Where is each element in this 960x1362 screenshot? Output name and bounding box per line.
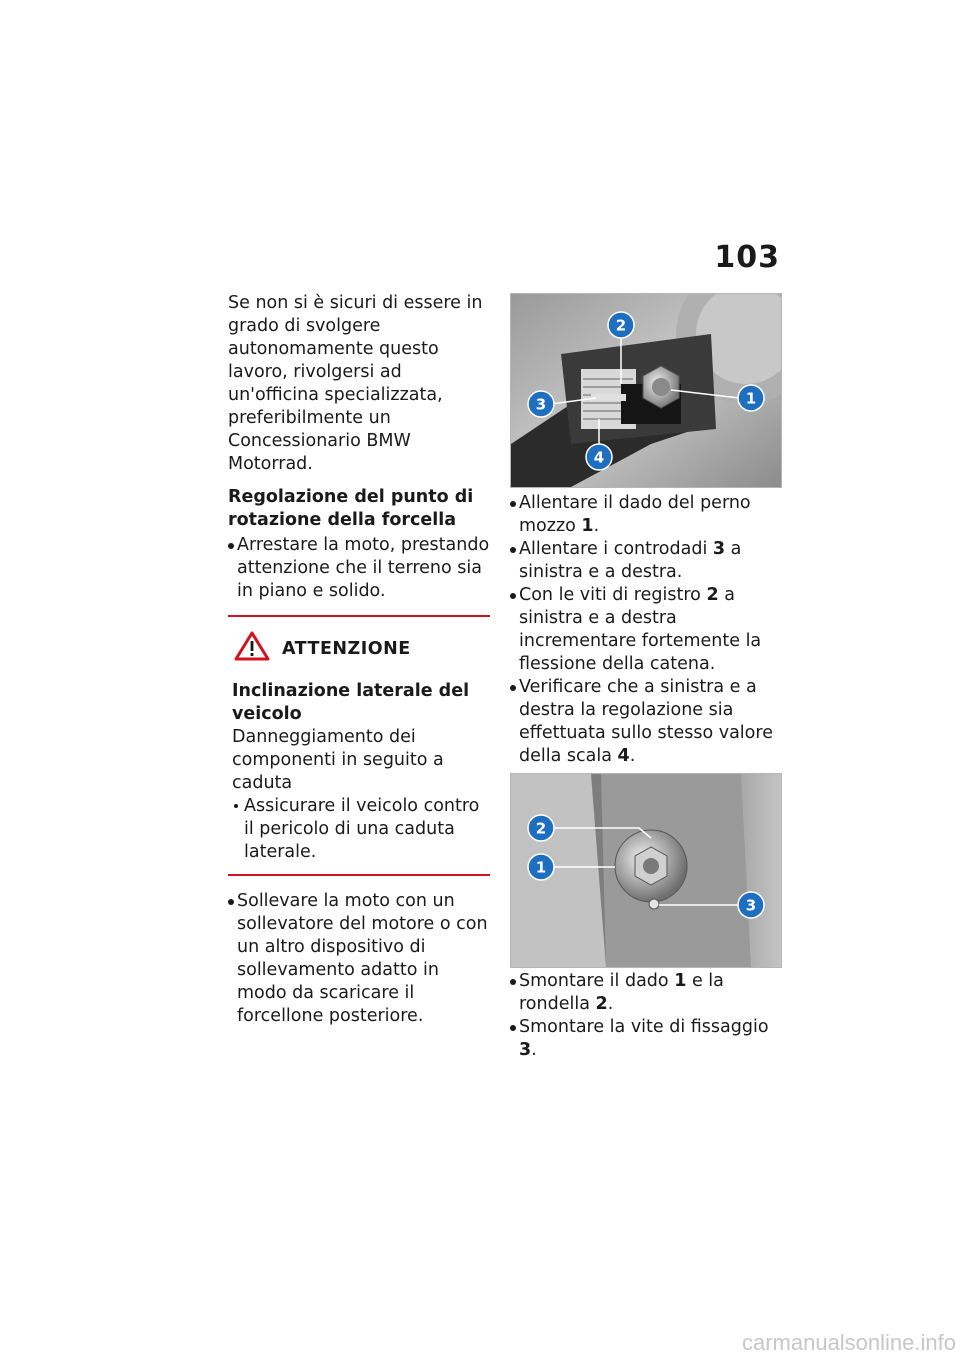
step-ref: 2 <box>706 585 719 605</box>
section-heading: Regolazione del punto di rotazione della forcella <box>228 487 474 530</box>
figure2-callout: 2 <box>535 819 547 838</box>
step-text-after: a sinistra e a destra. <box>519 539 742 582</box>
warning-title: ATTENZIONE <box>282 639 411 659</box>
step-ref: 3 <box>519 1040 532 1060</box>
step-text: Allentare i controdadi <box>519 539 708 559</box>
figure-axle-nut <box>510 773 782 968</box>
warning-subtitle: Inclinazione laterale del veicolo <box>232 681 470 724</box>
step-ref: 4 <box>617 746 630 766</box>
list-item: Arrestare la moto, prestando attenzione che il terreno sia in piano e solido. <box>228 534 490 603</box>
list-item: Allentare il dado del perno mozzo 1. <box>510 492 782 538</box>
list-item <box>510 584 782 676</box>
warning-action-list <box>232 795 490 864</box>
figure1-callout: 3 <box>535 395 547 414</box>
figure2-callout: 3 <box>745 896 757 915</box>
step-ref: 1 <box>674 971 687 991</box>
figure1-callout: 4 <box>593 448 605 467</box>
figure-axle-nut-illustration <box>511 774 781 967</box>
figure-chain-adjuster-illustration <box>511 294 781 487</box>
figure1-callout: 2 <box>615 316 627 335</box>
list-item <box>510 538 782 584</box>
step-text: Smontare la vite di fissaggio <box>519 1017 769 1037</box>
step-text-after: a sinistra e a destra incrementare fortemente la flessione della catena. <box>519 585 762 674</box>
right-column-lower <box>510 970 782 1062</box>
watermark: carmanualsonline.info <box>741 1330 956 1355</box>
step-text: Con le viti di registro <box>519 585 701 605</box>
step-text: Allentare il dado del perno mozzo <box>519 493 751 536</box>
step-ref: 1 <box>581 516 594 536</box>
warning-box <box>228 615 490 876</box>
step-list-1 <box>228 534 490 603</box>
list-item: Sollevare la moto con un sollevatore del motore o con un altro dispositivo di sollevamento adatto in modo da scaricare il forcellone posteriore. <box>228 890 490 1028</box>
figure1-callout: 1 <box>745 389 757 408</box>
step-text-mid: e la rondella <box>519 971 724 1014</box>
list-item: Smontare il dado 1 e la rondella 2. <box>510 970 782 1016</box>
figure-chain-adjuster <box>510 293 782 488</box>
step-list-3 <box>510 492 782 768</box>
step-text: Smontare il dado <box>519 971 669 991</box>
step-text: Verificare che a sinistra e a destra la regolazione sia effettuata sullo stesso valore della scala <box>519 677 773 766</box>
figure2-callout: 1 <box>535 858 547 877</box>
intro-paragraph: Se non si è sicuri di essere in grado di svolgere autonomamente questo lavoro, rivolgersi ad un'officina specializzata, preferibilmente un Concessionario BMW Motorrad. <box>228 293 483 474</box>
step-ref: 3 <box>712 539 726 559</box>
step-list-4 <box>510 970 782 1062</box>
left-column <box>228 292 490 1028</box>
list-item: Verificare che a sinistra e a destra la regolazione sia effettuata sullo stesso valore della scala 4. <box>510 676 782 768</box>
warning-header <box>232 631 490 668</box>
right-column <box>510 492 782 768</box>
list-item: Assicurare il veicolo contro il pericolo di una caduta laterale. <box>232 795 490 864</box>
page-number: 103 <box>714 240 780 275</box>
step-list-2 <box>228 890 490 1028</box>
step-ref: 2 <box>595 994 608 1014</box>
warning-body: Danneggiamento dei componenti in seguito a caduta <box>232 727 444 793</box>
warning-triangle-icon <box>234 631 270 668</box>
list-item: Smontare la vite di fissaggio 3. <box>510 1016 782 1062</box>
